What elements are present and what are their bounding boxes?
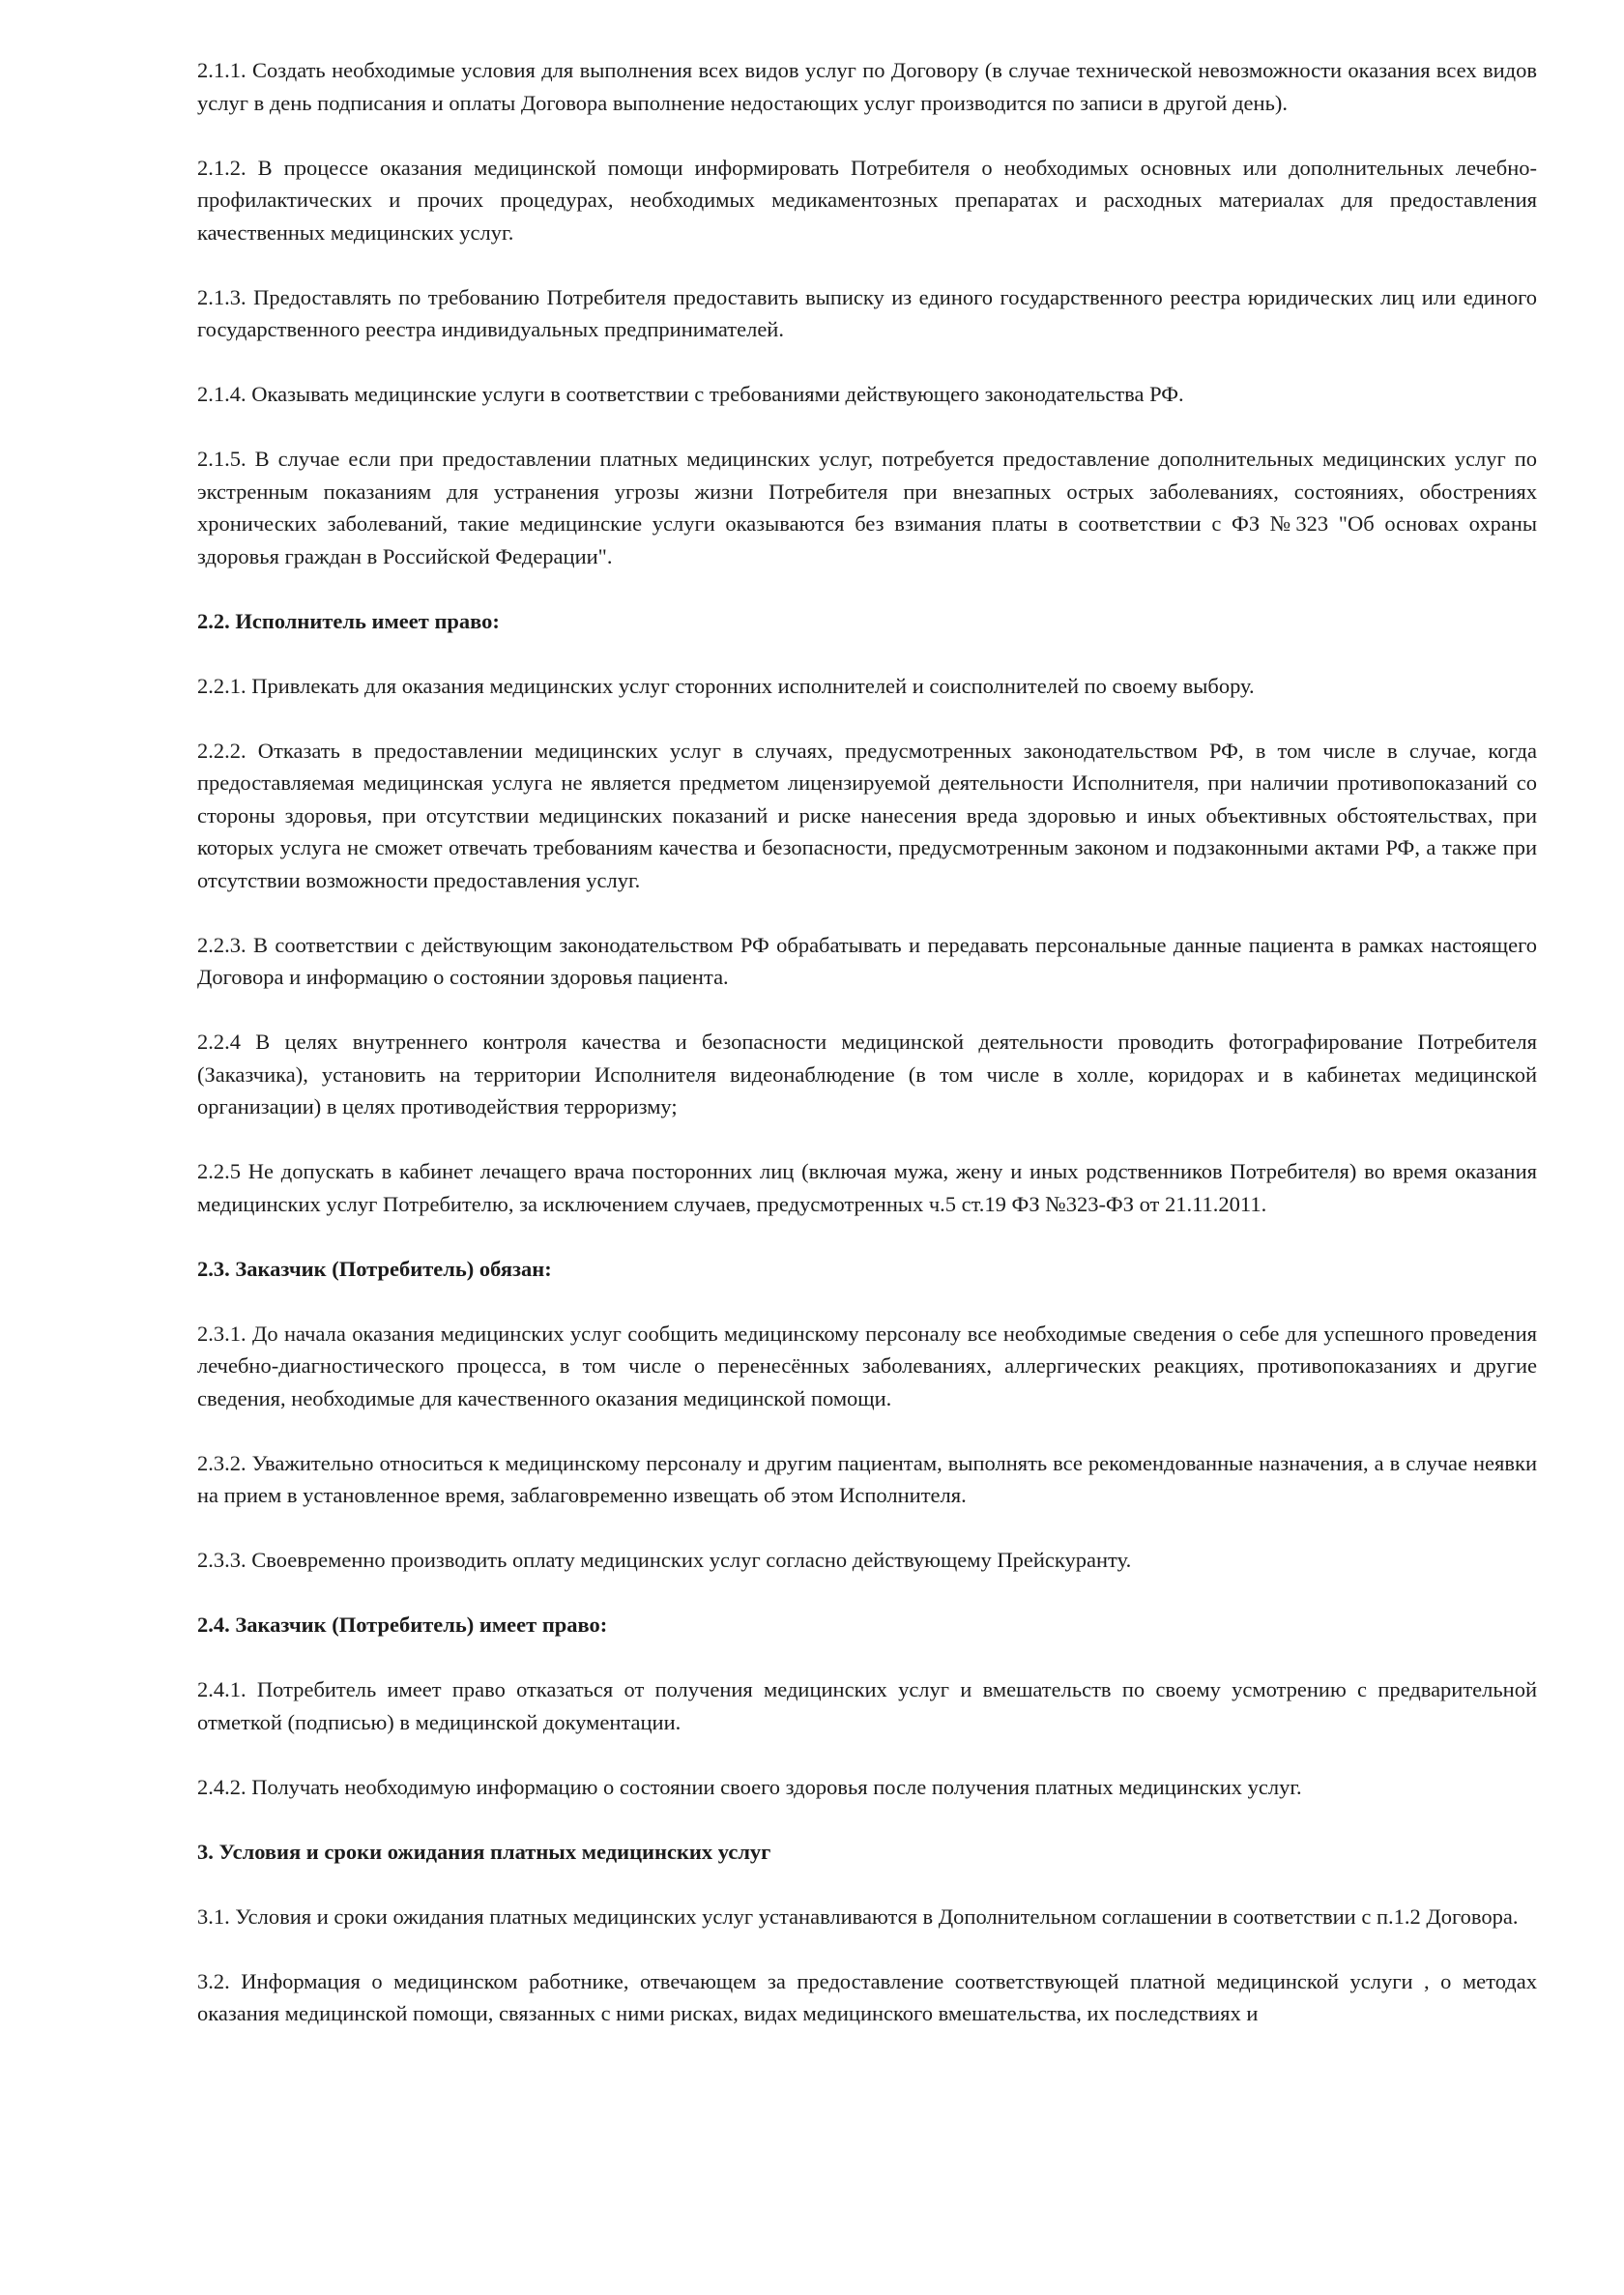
section-heading-2-2: 2.2. Исполнитель имеет право: xyxy=(197,608,500,633)
clause-2-2-4: 2.2.4 В целях внутреннего контроля качества и безопасности медицинской деятельности проводить фотографирование Потребителя (Заказчика), установить на территории Исполнителя видеонаблюдение (в том числе в холле, коридорах и в кабинетах медицинской организации) в целях противодействия терроризму; xyxy=(197,1030,1537,1118)
clause-2-2-1: 2.2.1. Привлекать для оказания медицинских услуг сторонних исполнителей и соисполнителей по своему выбору. xyxy=(197,673,1255,698)
section-heading-3: 3. Условия и сроки ожидания платных медицинских услуг xyxy=(197,1839,771,1864)
clause-3-1: 3.1. Условия и сроки ожидания платных медицинских услуг устанавливаются в Дополнительном соглашении в соответствии с п.1.2 Договора. xyxy=(197,1903,1519,1929)
section-heading-2-4: 2.4. Заказчик (Потребитель) имеет право: xyxy=(197,1612,608,1637)
clause-3-2: 3.2. Информация о медицинском работнике, отвечающем за предоставление соответствующей платной медицинской услуги , о методах оказания медицинской помощи, связанных с ними рисках, видах медицинского вмешательства, их последствиях и xyxy=(197,1968,1537,2025)
clause-2-3-3: 2.3.3. Своевременно производить оплату медицинских услуг согласно действующему Прейскуранту. xyxy=(197,1548,1132,1572)
clause-2-1-3: 2.1.3. Предоставлять по требованию Потребителя предоставить выписку из единого государственного реестра юридических лиц или единого государственного реестра индивидуальных предпринимателей. xyxy=(197,284,1537,341)
clause-2-4-1: 2.4.1. Потребитель имеет право отказаться от получения медицинских услуг и вмешательств по своему усмотрению с предварительной отметкой (подписью) в медицинской документации. xyxy=(197,1677,1537,1734)
clause-2-1-1: 2.1.1. Создать необходимые условия для выполнения всех видов услуг по Договору (в случае технической невозможности оказания всех видов услуг в день подписания и оплаты Договора выполнение недостающих услуг производится по записи в другой день). xyxy=(197,58,1537,115)
section-heading-2-3: 2.3. Заказчик (Потребитель) обязан: xyxy=(197,1256,552,1281)
clause-2-1-2: 2.1.2. В процессе оказания медицинской помощи информировать Потребителя о необходимых основных или дополнительных лечебно-профилактических и прочих процедурах, необходимых медикаментозных препаратах и расходных материалах для предоставления качественных медицинских услуг. xyxy=(197,155,1537,245)
clause-2-1-5: 2.1.5. В случае если при предоставлении платных медицинских услуг, потребуется предоставление дополнительных медицинских услуг по экстренным показаниям для устранения угрозы жизни Потребителя при внезапных острых заболеваниях, состояниях, обострениях хронических заболеваний, такие медицинские услуги оказываются без взимания платы в соответствии с ФЗ №323 "Об основах охраны здоровья граждан в Российской Федерации". xyxy=(197,447,1537,568)
clause-2-2-2: 2.2.2. Отказать в предоставлении медицинских услуг в случаях, предусмотренных законодательством РФ, в том числе в случае, когда предоставляемая медицинская услуга не является предметом лицензируемой деятельности Исполнителя, при наличии противопоказаний со стороны здоровья, при отсутствии медицинских показаний и риске нанесения вреда здоровью и иных объективных обстоятельствах, при которых услуга не сможет отвечать требованиям качества и безопасности, предусмотренным законом и подзаконными актами РФ, а также при отсутствии возможности предоставления услуг. xyxy=(197,738,1537,892)
clause-2-2-3: 2.2.3. В соответствии с действующим законодательством РФ обрабатывать и передавать персональные данные пациента в рамках настоящего Договора и информацию о состоянии здоровья пациента. xyxy=(197,932,1537,989)
clause-2-4-2: 2.4.2. Получать необходимую информацию о состоянии своего здоровья после получения платных медицинских услуг. xyxy=(197,1774,1302,1799)
clause-2-1-4: 2.1.4. Оказывать медицинские услуги в соответствии с требованиями действующего законодательства РФ. xyxy=(197,382,1184,406)
clause-2-3-2: 2.3.2. Уважительно относиться к медицинскому персоналу и другим пациентам, выполнять все рекомендованные назначения, а в случае неявки на прием в установленное время, заблаговременно извещать об этом Исполнителя. xyxy=(197,1450,1537,1507)
clause-2-3-1: 2.3.1. До начала оказания медицинских услуг сообщить медицинскому персоналу все необходимые сведения о себе для успешного проведения лечебно-диагностического процесса, в том числе о перенесённых заболеваниях, аллергических реакциях, противопоказаниях и другие сведения, необходимые для качественного оказания медицинской помощи. xyxy=(197,1321,1537,1410)
clause-2-2-5: 2.2.5 Не допускать в кабинет лечащего врача посторонних лиц (включая мужа, жену и иных родственников Потребителя) во время оказания медицинских услуг Потребителю, за исключением случаев, предусмотренных ч.5 ст.19 ФЗ №323-ФЗ от 21.11.2011. xyxy=(197,1159,1537,1216)
